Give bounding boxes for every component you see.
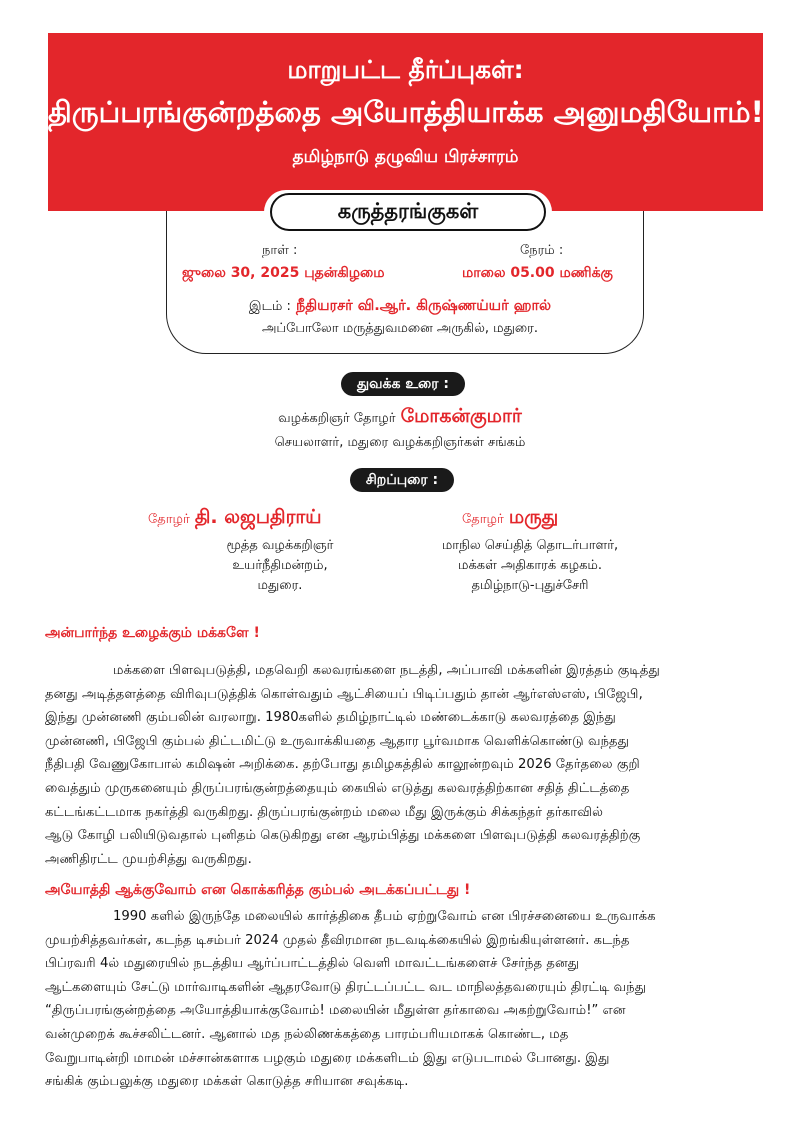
para1-line: நீதிபதி வேணுகோபால் கமிஷன் அறிக்கை. தற்போது தமிழகத்தில் காலூன்றவும் 2026 தேர்தலை குறி (45, 757, 640, 773)
venue-label: இடம் : (248, 299, 291, 314)
para1-line: கட்டங்கட்டமாக நகர்த்தி வருகிறது. திருப்பரங்குன்றம் மலை மீது இருக்கும் சிக்கந்தர் தர்காவில் (45, 804, 604, 820)
body-paragraph-1 (45, 659, 757, 871)
header-banner (48, 33, 763, 211)
para1-line: மக்களை பிளவுபடுத்தி, மதவெறி கலவரங்களை நடத்தி, அப்பாவி மக்களின் இரத்தம் குடித்து (113, 663, 660, 678)
special-left-details (185, 536, 375, 596)
opening-prefix: வழக்கறிஞர் தோழர் (278, 411, 396, 426)
banner-title: திருப்பரங்குன்றத்தை அயோத்தியாக்க அனுமதியோம்! (48, 95, 764, 129)
venue-line (0, 295, 800, 316)
banner-campaign: தமிழ்நாடு தழுவிய பிரச்சாரம் (292, 147, 519, 167)
para2-line: ஆட்களையும் சேட்டு மார்வாடிகளின் ஆதரவோடு திரட்டப்பட்ட வட மாநிலத்தவரையும் திரட்டி வந்து (45, 979, 647, 995)
special-left-line: உயர்நீதிமன்றம், (232, 558, 328, 573)
venue-value: நீதியரசர் வி.ஆர். கிருஷ்ணய்யர் ஹால் (295, 298, 552, 314)
special-left-speaker (148, 506, 322, 531)
date-label: நாள் : (262, 243, 298, 258)
special-tag: சிறப்புரை : (350, 468, 454, 492)
time-value: மாலை 05.00 மணிக்கு (462, 265, 613, 281)
para1-line: முன்னணி, பிஜேபி கும்பல் திட்டமிட்டு உருவாக்கியதை ஆதார பூர்வமாக வெளிக்கொண்டு வந்தது (45, 733, 630, 749)
para2-line: பிப்ரவரி 4ல் மதுரையில் நடத்திய ஆர்ப்பாட்டத்தில் வெளி மாவட்டங்களைச் சேர்ந்த தனது (45, 956, 580, 972)
para1-line: இந்து முன்னணி கும்பலின் வரலாறு. 1980களில் தமிழ்நாட்டில் மண்டைக்காடு கலவரத்தை இந்து (45, 710, 616, 726)
para2-line: வேறுபாடின்றி மாமன் மச்சான்களாக பழகும் மதுரை மக்களிடம் இது எடுபடாமல் போனது. இது (45, 1050, 610, 1066)
body-paragraph-2 (45, 905, 757, 1094)
date-value: ஜுலை 30, 2025 புதன்கிழமை (182, 265, 385, 281)
special-right-name: மருது (508, 506, 559, 528)
para2-line: முயற்சித்தவர்கள், கடந்த டிசம்பர் 2024 முதல் தீவிரமான நடவடிக்கையில் இறங்கியுள்ளனர். கடந்த (45, 932, 630, 948)
para1-line: அணிதிரட்ட முயற்சித்து வருகிறது. (45, 851, 252, 867)
opening-speaker (0, 405, 800, 430)
banner-subtitle: மாறுபட்ட தீர்ப்புகள்: (287, 55, 524, 84)
special-right-details (410, 536, 650, 596)
para2-line: “திருப்பரங்குன்றத்தை அயோத்தியாக்குவோம்! மலையின் மீதுள்ள தர்காவை அகற்றுவோம்!” என (45, 1003, 626, 1019)
special-right-speaker (462, 506, 558, 531)
opening-tag: துவக்க உரை : (341, 372, 465, 396)
special-left-line: மதுரை. (257, 578, 303, 593)
special-left-line: மூத்த வழக்கறிஞர் (226, 538, 334, 553)
special-left-name: தி. லஜபதிராய் (194, 506, 322, 528)
special-right-line: தமிழ்நாடு-புதுச்சேரி (471, 578, 589, 593)
event-title: கருத்தரங்குகள் (270, 193, 546, 231)
body-heading-2: அயோத்தி ஆக்குவோம் என கொக்கரித்த கும்பல் அடக்கப்பட்டது ! (45, 882, 471, 898)
para2-line: 1990 களில் இருந்தே மலையில் கார்த்திகை தீபம் ஏற்றுவோம் என பிரச்சனையை உருவாக்க (113, 909, 656, 924)
venue-sub: அப்போலோ மருத்துவமனை அருகில், மதுரை. (261, 321, 539, 336)
para1-line: ஆடு கோழி பலியிடுவதால் புனிதம் கெடுகிறது என ஆரம்பித்து மக்களை பிளவுபடுத்தி கலவரத்திற்கு (45, 828, 641, 844)
special-right-line: மாநில செய்தித் தொடர்பாளர், (441, 538, 619, 553)
time-label: நேரம் : (520, 243, 564, 258)
para2-line: சங்கிக் கும்பலுக்கு மதுரை மக்கள் கொடுத்த சரியான சவுக்கடி. (45, 1074, 409, 1090)
para2-line: வன்முறைக் கூச்சலிட்டனர். ஆனால் மத நல்லிணக்கத்தை பாரம்பரியமாகக் கொண்ட, மத (45, 1026, 569, 1042)
special-right-line: மக்கள் அதிகாரக் கழகம். (457, 558, 602, 573)
special-right-prefix: தோழர் (462, 512, 504, 527)
opening-name: மோகன்குமார் (400, 405, 522, 427)
special-left-prefix: தோழர் (148, 512, 190, 527)
para1-line: வைத்தும் முருகனையும் திருப்பரங்குன்றத்தையும் கையில் எடுத்து கலவரத்திற்கான சதித் திட்டத்தை (45, 780, 630, 796)
body-heading-1: அன்பார்ந்த உழைக்கும் மக்களே ! (45, 625, 260, 641)
opening-role: செயலாளர், மதுரை வழக்கறிஞர்கள் சங்கம் (274, 435, 526, 450)
para1-line: தனது அடித்தளத்தை விரிவுபடுத்திக் கொள்வதும் ஆட்சியைப் பிடிப்பதும் தான் ஆர்எஸ்எஸ், பிஜேபி, (45, 686, 643, 702)
